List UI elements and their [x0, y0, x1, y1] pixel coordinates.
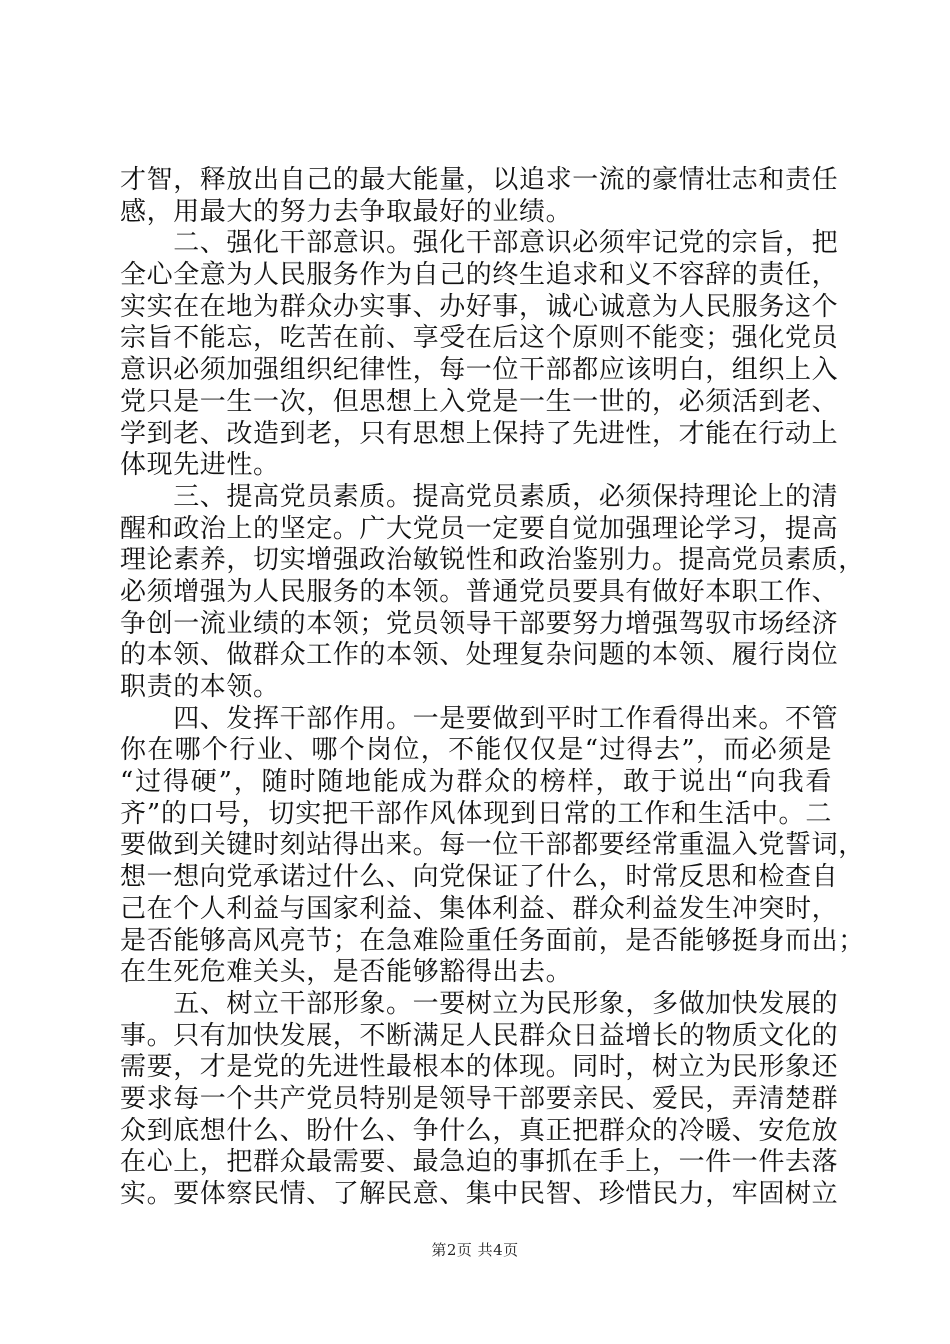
text-line: 全心全意为人民服务作为自己的终生追求和义不容辞的责任， — [120, 260, 839, 291]
text-line: 三、提高党员素质。提高党员素质，必须保持理论上的清 — [120, 481, 839, 512]
text-line: 学到老、改造到老，只有思想上保持了先进性，才能在行动上 — [120, 418, 839, 449]
text-line: 事。只有加快发展，不断满足人民群众日益增长的物质文化的 — [120, 1020, 839, 1051]
page-footer: 第2页 共4页 — [431, 1241, 519, 1259]
text-line: 在心上，把群众最需要、最急迫的事抓在手上，一件一件去落 — [120, 1147, 839, 1178]
text-line: “过得硬”，随时随地能成为群众的榜样，敢于说出“向我看 — [120, 767, 832, 798]
text-line: 齐”的口号，切实把干部作风体现到日常的工作和生活中。二 — [120, 798, 832, 829]
text-line: 醒和政治上的坚定。广大党员一定要自觉加强理论学习，提高 — [120, 513, 839, 544]
text-line: 想一想向党承诺过什么、向党保证了什么，时常反思和检查自 — [120, 862, 839, 893]
body-text — [120, 165, 865, 1211]
text-line: 需要，才是党的先进性最根本的体现。同时，树立为民形象还 — [120, 1052, 839, 1083]
text-line: 才智，释放出自己的最大能量，以追求一流的豪情壮志和责任 — [120, 165, 839, 195]
text-line: 是否能够高风亮节；在急难险重任务面前，是否能够挺身而出； — [120, 925, 865, 956]
text-line: 实实在在地为群众办实事、办好事，诚心诚意为人民服务这个 — [120, 291, 839, 322]
text-line: 五、树立干部形象。一要树立为民形象，多做加快发展的 — [120, 988, 839, 1019]
text-line: 的本领、做群众工作的本领、处理复杂问题的本领、履行岗位 — [120, 640, 839, 671]
text-line: 你在哪个行业、哪个岗位，不能仅仅是“过得去”，而必须是 — [120, 735, 832, 766]
text-line: 感，用最大的努力去争取最好的业绩。 — [120, 196, 573, 227]
text-line: 体现先进性。 — [120, 450, 280, 481]
text-line: 意识必须加强组织纪律性，每一位干部都应该明白，组织上入 — [120, 355, 839, 386]
text-line: 在生死危难关头，是否能够豁得出去。 — [120, 957, 573, 988]
text-line: 要做到关键时刻站得出来。每一位干部都要经常重温入党誓词， — [120, 830, 865, 861]
text-line: 二、强化干部意识。强化干部意识必须牢记党的宗旨，把 — [120, 228, 839, 259]
text-line: 实。要体察民情、了解民意、集中民智、珍惜民力，牢固树立 — [120, 1179, 839, 1209]
text-line: 争创一流业绩的本领；党员领导干部要努力增强驾驭市场经济 — [120, 608, 839, 639]
text-line: 宗旨不能忘，吃苦在前、享受在后这个原则不能变；强化党员 — [120, 323, 839, 354]
text-line: 党只是一生一次，但思想上入党是一生一世的，必须活到老、 — [120, 386, 839, 417]
text-line: 四、发挥干部作用。一是要做到平时工作看得出来。不管 — [120, 703, 839, 734]
text-line: 众到底想什么、盼什么、争什么，真正把群众的冷暖、安危放 — [120, 1115, 839, 1146]
text-line: 理论素养，切实增强政治敏锐性和政治鉴别力。提高党员素质， — [120, 545, 865, 576]
text-line: 职责的本领。 — [120, 672, 280, 702]
text-line: 己在个人利益与国家利益、集体利益、群众利益发生冲突时， — [120, 893, 839, 924]
text-line: 要求每一个共产党员特别是领导干部要亲民、爱民，弄清楚群 — [120, 1083, 839, 1114]
text-line: 必须增强为人民服务的本领。普通党员要具有做好本职工作、 — [120, 576, 839, 607]
